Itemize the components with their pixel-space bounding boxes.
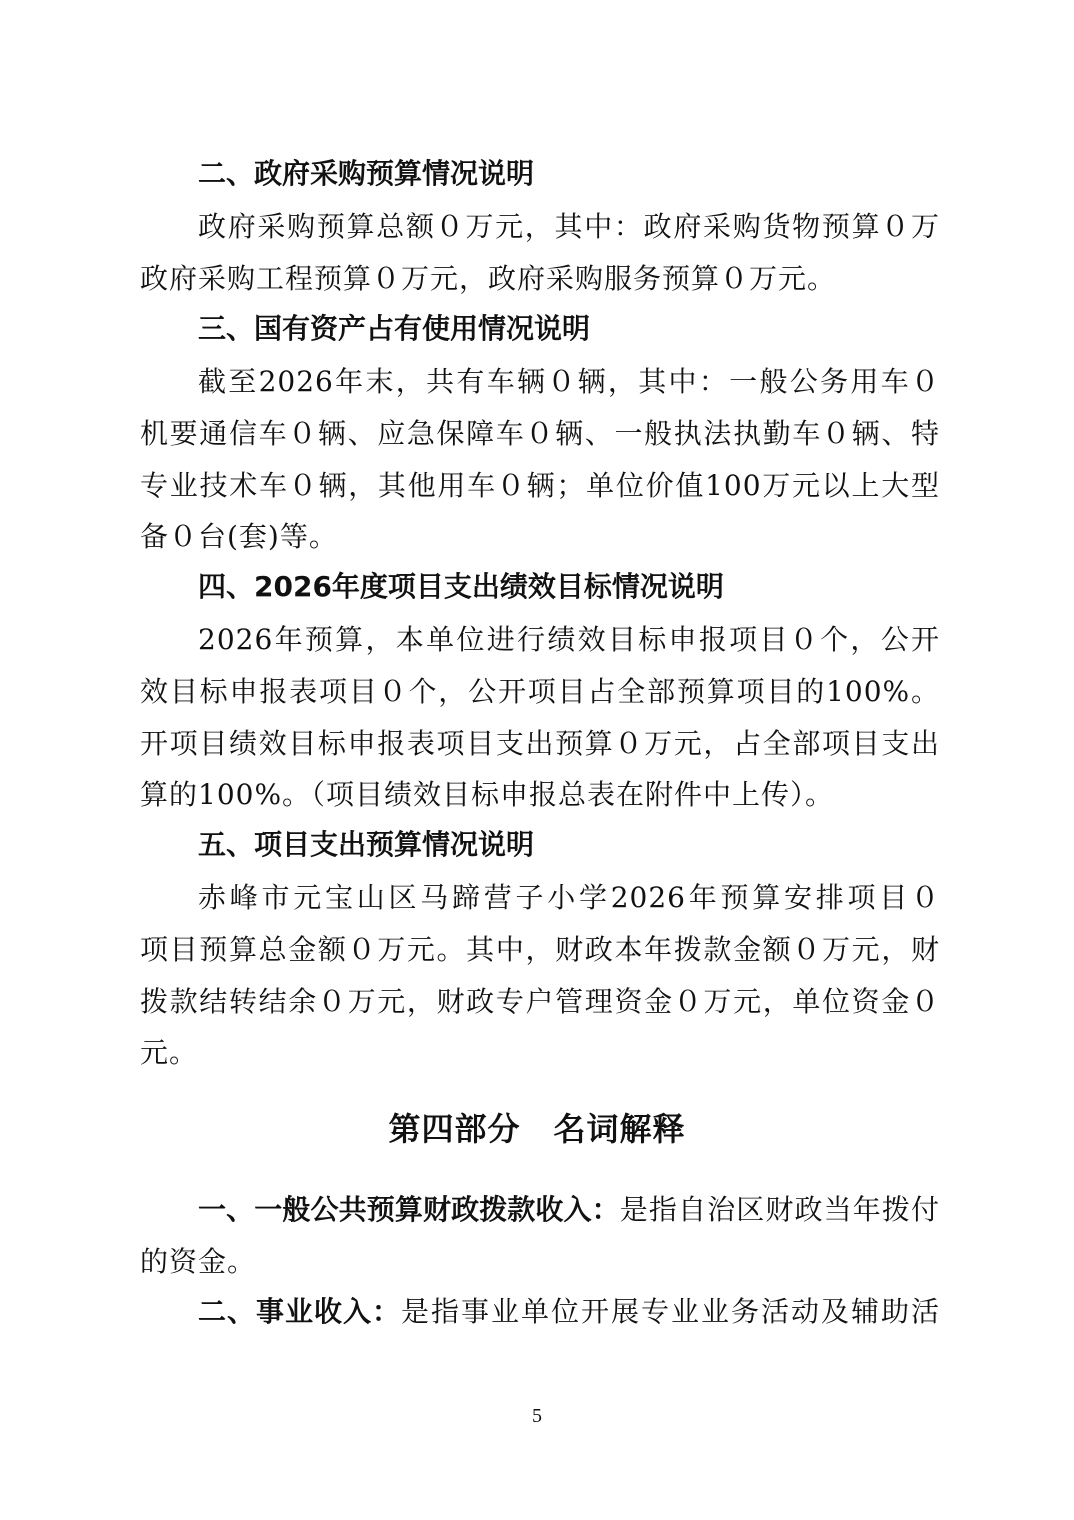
paragraph-line: 算的100%。（项目绩效目标申报总表在附件中上传）。 [140,778,835,811]
paragraph-line: 专业技术车０辆，其他用车０辆；单位价值100万元以上大型 [140,469,940,502]
term-label: 二、事业收入： [198,1295,401,1328]
paragraph-line: 政府采购工程预算０万元，政府采购服务预算０万元。 [140,262,837,295]
term-text: 是指事业单位开展专业业务活动及辅助活 [401,1295,940,1328]
project-heading: 五、项目支出预算情况说明 [198,828,535,861]
paragraph-line: 项目预算总金额０万元。其中，财政本年拨款金额０万元，财 [140,933,940,966]
paragraph-line: 机要通信车０辆、应急保障车０辆、一般执法执勤车０辆、特 [140,417,940,450]
paragraph-line: 开项目绩效目标申报表项目支出预算０万元，占全部项目支出 [140,727,940,760]
paragraph-line: 截至2026年末，共有车辆０辆，其中：一般公务用车０ [198,365,940,398]
term-text: 是指自治区财政当年拨付 [619,1193,940,1226]
part-four-title: 第四部分 名词解释 [388,1110,686,1148]
paragraph-line: 拨款结转结余０万元，财政专户管理资金０万元，单位资金０ [140,985,940,1018]
paragraph-line: 的资金。 [140,1245,257,1278]
term-definition-line [198,1190,940,1230]
procurement-heading: 二、政府采购预算情况说明 [198,157,535,190]
paragraph-line: 备０台(套)等。 [140,520,338,553]
paragraph-line: 效目标申报表项目０个，公开项目占全部预算项目的100%。 [140,675,940,708]
assets-heading: 三、国有资产占有使用情况说明 [198,312,591,345]
paragraph-line: 赤峰市元宝山区马蹄营子小学2026年预算安排项目０ [198,881,940,914]
term-label: 一、一般公共预算财政拨款收入： [198,1193,620,1226]
paragraph-line: 政府采购预算总额０万元，其中：政府采购货物预算０万 [198,210,940,243]
term-definition-line [198,1292,940,1332]
paragraph-line: 元。 [140,1036,199,1069]
paragraph-line: 2026年预算，本单位进行绩效目标申报项目０个，公开 [198,623,940,656]
performance-heading: 四、2026年度项目支出绩效目标情况说明 [198,570,724,603]
page-number: 5 [532,1405,542,1427]
